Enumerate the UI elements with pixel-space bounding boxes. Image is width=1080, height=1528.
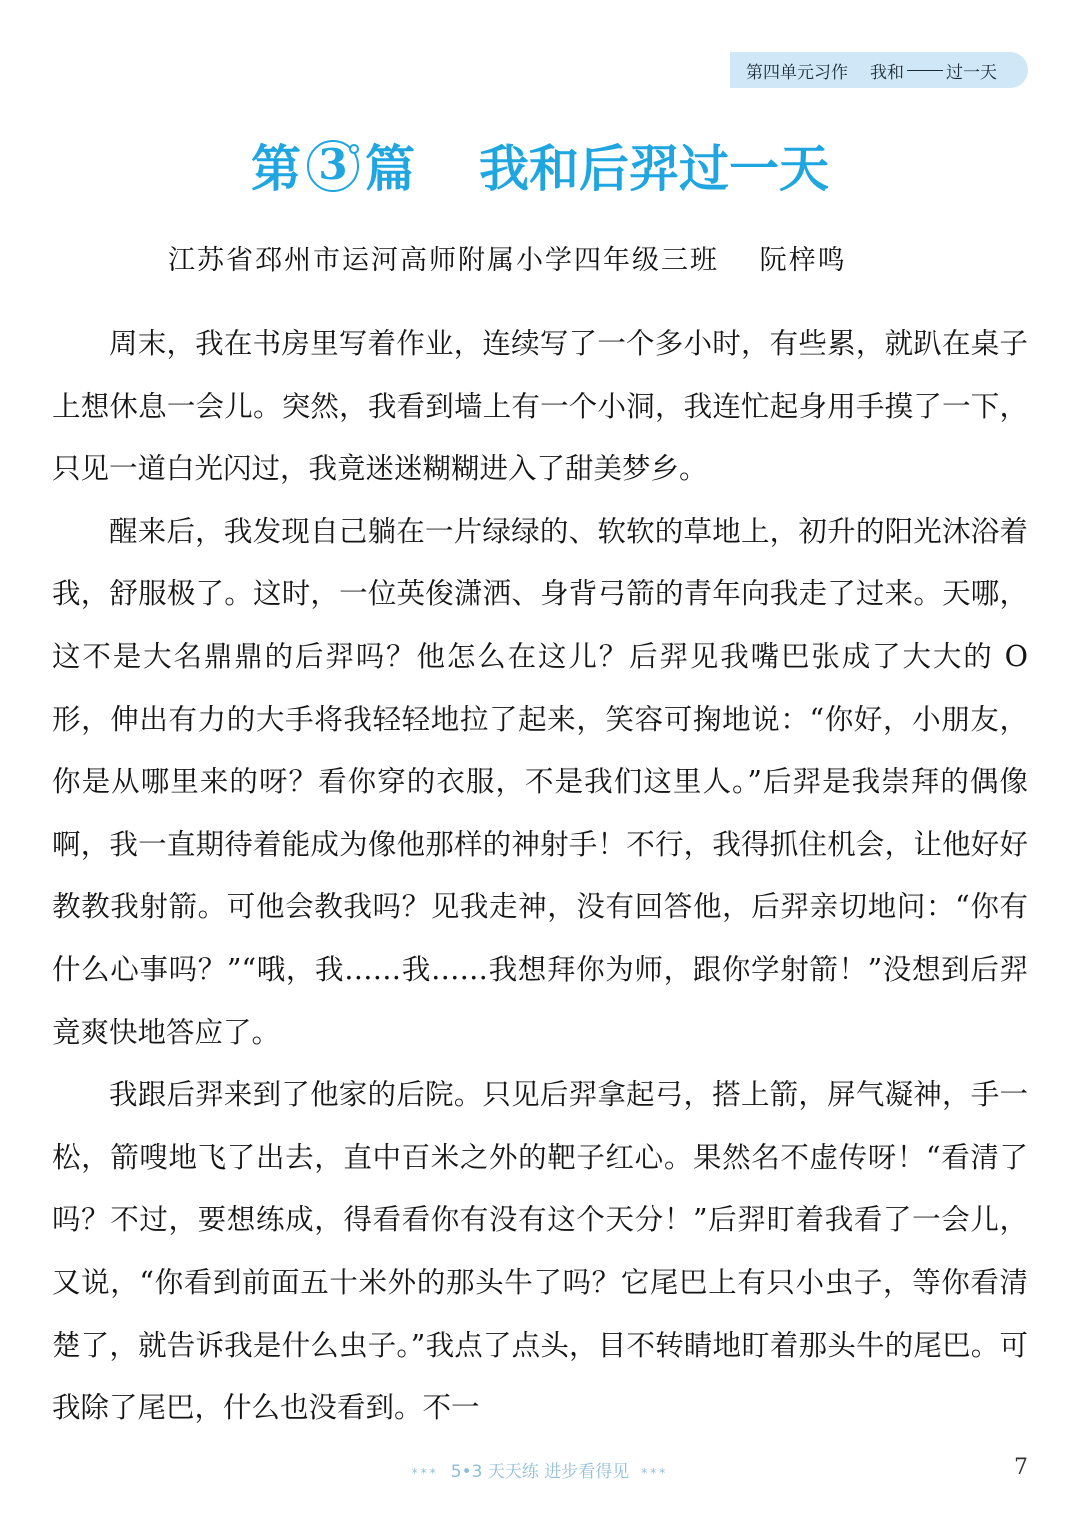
footer-dots-right: *** [641,1466,669,1480]
title-number: 3 [318,140,348,189]
author-line [168,238,928,277]
footer-slogan [0,1457,1080,1482]
footer-slogan-text: 5•3 天天练 进步看得见 [450,1462,630,1482]
unit-label: 第四单元习作 [746,62,848,83]
title-name: 我和后羿过一天 [479,140,829,198]
author-name: 阮梓鸣 [759,245,847,276]
article-title [0,125,1080,205]
title-number-badge [303,135,363,195]
footer-dots-left: *** [411,1466,439,1480]
title-suffix: 篇 [365,140,415,198]
article-body [52,313,1028,1440]
author-school: 江苏省邳州市运河高师附属小学四年级三班 [168,245,719,276]
page-number: 7 [1014,1455,1028,1480]
unit-tag [730,52,1028,88]
paragraph-3: 我跟后羿来到了他家的后院。只见后羿拿起弓，搭上箭，屏气凝神，手一松，箭嗖地飞了出去，直中百米之外的靶子红心。果然名不虚传呀！“看清了吗？不过，要想练成，得看看你有没有这个天分！”后羿盯着我看了一会儿，又说，“你看到前面五十米外的那头牛了吗？它尾巴上有只小虫子，等你看清楚了，就告诉我是什么虫子。”我点了点头，目不转睛地盯着那头牛的尾巴。可我除了尾巴，什么也没看到。不一 [52,1078,1028,1425]
title-prefix: 第 [251,140,301,198]
paragraph-1: 周末，我在书房里写着作业，连续写了一个多小时，有些累，就趴在桌子上想休息一会儿。突然，我看到墙上有一个小洞，我连忙起身用手摸了一下，只见一道白光闪过，我竟迷迷糊糊进入了甜美梦乡。 [52,327,1028,486]
page-footer [0,1455,1080,1485]
topic-blank [907,69,943,71]
topic-prefix: 我和 [870,62,904,83]
topic-suffix: 过一天 [946,62,997,83]
paragraph-2: 醒来后，我发现自己躺在一片绿绿的、软软的草地上，初升的阳光沐浴着我，舒服极了。这时，一位英俊潇洒、身背弓箭的青年向我走了过来。天哪，这不是大名鼎鼎的后羿吗？他怎么在这儿？后羿见我嘴巴张成了大大的 O 形，伸出有力的大手将我轻轻地拉了起来，笑容可掬地说：“你好，小朋友，你是从哪里来的呀？看你穿的衣服，不是我们这里人。”后羿是我崇拜的偶像啊，我一直期待着能成为像他那样的神射手！不行，我得抓住机会，让他好好教教我射箭。可他会教我吗？见我走神，没有回答他，后羿亲切地问：“你有什么心事吗？”“哦，我……我……我想拜你为师，跟你学射箭！”没想到后羿竟爽快地答应了。 [52,514,1028,1049]
